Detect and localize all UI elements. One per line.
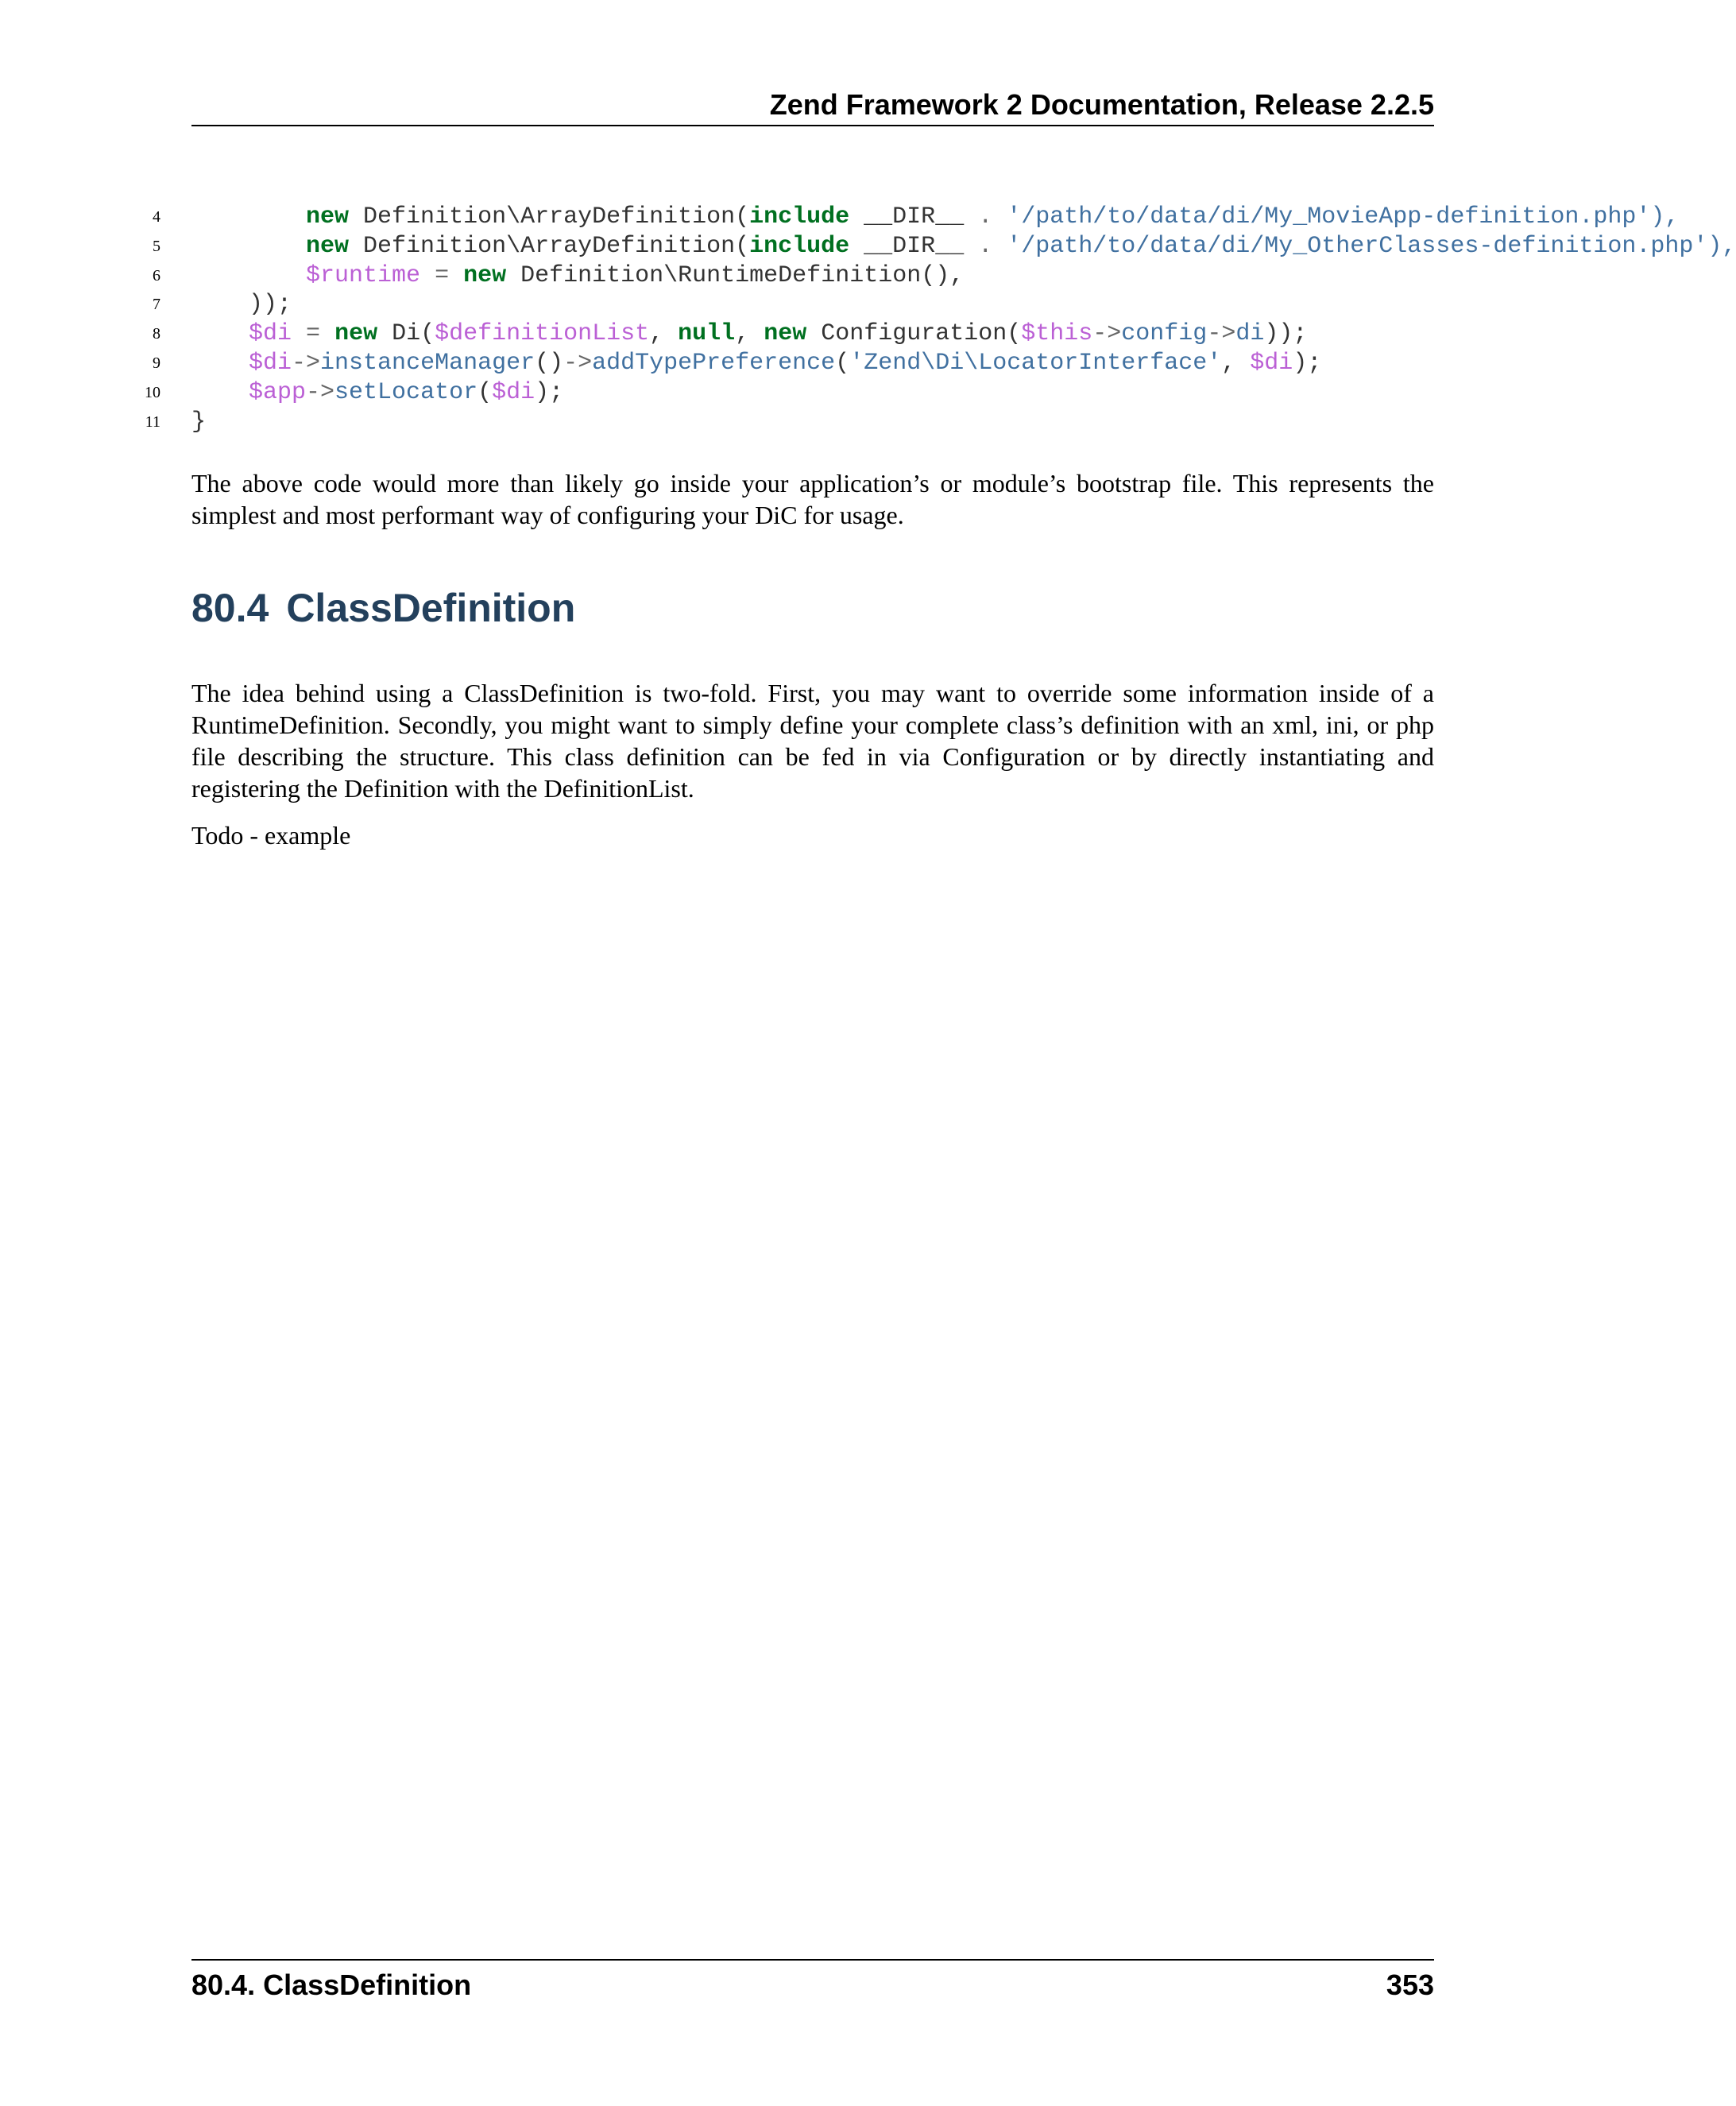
code-token: '/path/to/data/di/My_OtherClasses-definition.php'), xyxy=(992,232,1736,260)
code-token: config xyxy=(1121,320,1208,348)
code-token: } xyxy=(191,408,207,436)
code-token: $app xyxy=(249,378,307,406)
code-token: new xyxy=(764,320,807,348)
line-number: 6 xyxy=(153,266,160,285)
code-token: $runtime xyxy=(306,261,421,289)
code-token: new xyxy=(306,232,350,260)
line-number: 7 xyxy=(153,296,160,314)
code-token xyxy=(191,379,249,406)
section-heading xyxy=(191,583,575,633)
line-number: 4 xyxy=(153,208,160,226)
line-number: 9 xyxy=(153,354,160,372)
code-token: , xyxy=(1221,349,1251,377)
code-token xyxy=(320,320,334,347)
code-token xyxy=(449,262,463,289)
code-line xyxy=(0,232,1736,261)
code-token: setLocator xyxy=(334,378,478,406)
code-token: $this xyxy=(1021,320,1093,348)
section-title: ClassDefinition xyxy=(286,586,576,630)
page-number: 353 xyxy=(1386,1969,1434,2001)
code-text xyxy=(191,319,1307,349)
code-token: __DIR__ xyxy=(849,232,979,260)
code-token: Di( xyxy=(377,320,435,348)
code-token: ( xyxy=(477,378,493,406)
code-token: ( xyxy=(835,349,850,377)
code-token xyxy=(191,350,249,377)
code-token: )); xyxy=(1264,320,1308,348)
code-token: di xyxy=(1235,320,1265,348)
code-token: addTypePreference xyxy=(592,349,836,377)
code-token xyxy=(420,262,435,289)
code-token: -> xyxy=(563,349,593,377)
code-token: new xyxy=(463,261,507,289)
code-text xyxy=(191,408,206,437)
code-token: ); xyxy=(1293,349,1322,377)
code-line xyxy=(0,290,1627,319)
running-header: Zend Framework 2 Documentation, Release 2.2.5 xyxy=(769,88,1434,121)
code-token: -> xyxy=(1092,320,1122,348)
code-text xyxy=(191,378,563,408)
line-number: 5 xyxy=(153,237,160,255)
code-line xyxy=(0,408,1627,437)
code-line xyxy=(0,378,1627,408)
code-token: $definitionList xyxy=(435,320,650,348)
line-number: 8 xyxy=(153,325,160,343)
code-token: ); xyxy=(535,378,564,406)
code-token: Definition\RuntimeDefinition(), xyxy=(506,261,965,289)
code-token: Definition\ArrayDefinition( xyxy=(349,203,750,230)
section-number: 80.4 xyxy=(191,586,269,630)
footer xyxy=(191,1966,1434,2004)
code-text xyxy=(191,349,1321,378)
code-token: $di xyxy=(492,378,535,406)
code-text xyxy=(191,203,1679,232)
code-text xyxy=(191,290,292,319)
code-token: -> xyxy=(1207,320,1236,348)
code-text xyxy=(191,232,1736,261)
code-token: $di xyxy=(1250,349,1293,377)
code-token: = xyxy=(306,320,321,348)
code-token: new xyxy=(334,320,378,348)
code-token: -> xyxy=(292,349,321,377)
code-token: -> xyxy=(306,378,335,406)
code-token: instanceManager xyxy=(320,349,535,377)
code-token: $di xyxy=(249,320,292,348)
code-line xyxy=(0,319,1627,349)
header-rule xyxy=(191,125,1434,126)
code-token: Configuration( xyxy=(806,320,1022,348)
line-number: 10 xyxy=(145,383,160,401)
code-token: )); xyxy=(191,291,292,319)
line-number: 11 xyxy=(145,412,160,431)
code-text xyxy=(191,261,964,291)
code-token: , xyxy=(649,320,679,348)
intro-paragraph: The above code would more than likely go inside your application’s or module’s bootstrap file. This represents the simplest and most performant way of configuring your DiC for usage. xyxy=(191,469,1434,529)
code-token: $di xyxy=(249,349,292,377)
footer-section: 80.4. ClassDefinition xyxy=(191,1969,472,2001)
code-token xyxy=(191,320,249,347)
code-block xyxy=(0,203,1736,436)
code-line xyxy=(0,203,1680,232)
code-line xyxy=(0,349,1627,378)
code-token: __DIR__ xyxy=(849,203,979,230)
code-token: '/path/to/data/di/My_MovieApp-definition.php'), xyxy=(992,203,1680,230)
footer-rule xyxy=(191,1959,1434,1961)
section-paragraph: The idea behind using a ClassDefinition is two-fold. First, you may want to override some information inside of a RuntimeDefinition. Secondly, you might want to simply define your complete class’s definition with an xml, ini, or php file describing the structure. This class definition can be fed in via Configuration or by directly instantiating and registering the Definition with the DefinitionList. xyxy=(191,679,1434,803)
code-line xyxy=(0,261,1627,291)
code-token: , xyxy=(735,320,764,348)
code-token: . xyxy=(978,232,993,260)
code-token xyxy=(191,233,306,260)
code-token xyxy=(191,203,306,230)
code-token: Definition\ArrayDefinition( xyxy=(349,232,750,260)
code-token: . xyxy=(978,203,993,230)
code-token: () xyxy=(535,349,564,377)
code-token: include xyxy=(749,232,850,260)
code-token: null xyxy=(678,320,736,348)
code-token xyxy=(191,262,306,289)
code-token xyxy=(292,320,306,347)
code-token: 'Zend\Di\LocatorInterface' xyxy=(849,349,1222,377)
code-token: = xyxy=(435,261,450,289)
todo-paragraph: Todo - example xyxy=(191,821,351,850)
code-token: new xyxy=(306,203,350,230)
code-token: include xyxy=(749,203,850,230)
